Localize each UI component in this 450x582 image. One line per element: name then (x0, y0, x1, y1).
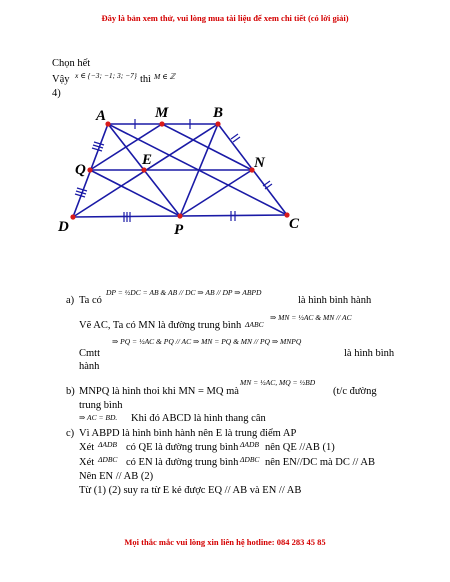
label-P: P (174, 222, 184, 238)
segment-NP (180, 170, 252, 216)
part-c-line-5: Từ (1) (2) suy ra từ E kẻ được EQ // AB và EN // AB (79, 485, 302, 496)
part-c-text-1b: nên QE //AB (1) (265, 442, 335, 453)
point-Q (87, 167, 92, 172)
part-a-cmtt: Cmtt (79, 348, 101, 359)
label-E: E (142, 152, 153, 168)
part-c-tri-adb-2: ΔADB (240, 440, 259, 449)
problem-number: 4) (52, 88, 61, 99)
point-B (215, 121, 220, 126)
geometry-figure (50, 100, 310, 240)
tick-AQ-3 (92, 148, 102, 151)
header-notice: Đây là bản xem thử, vui lòng mua tài liệu để xem chi tiết (có lời giải) (101, 13, 349, 23)
label-Q: Q (75, 162, 86, 178)
part-c-tri-dbc: ΔDBC (98, 455, 118, 464)
label-A: A (96, 108, 107, 124)
point-A (105, 121, 110, 126)
part-a-formula-2: ⇒ MN = ½AC & MN // AC (270, 313, 352, 322)
part-a-formula-3: ⇒ PQ = ½AC & PQ // AC ⇒ MN = PQ & MN // PQ ⇒ MNPQ (112, 337, 302, 346)
part-a-formula-1: DP = ½DC = AB & AB // DC ⇒ AB // DP ⇒ ABPD (106, 288, 262, 297)
label-B: B (213, 105, 224, 121)
part-c-line-1: Vì ABPD là hình bình hành nên E là trung điểm AP (79, 428, 297, 439)
intro-thi-label: thì (140, 74, 152, 85)
part-c-xet-2: Xét (79, 457, 95, 468)
intro-thi-formula: M ∈ ℤ (154, 72, 176, 81)
intro-vay-formula: x ∈ {−3; −1; 3; −7} (75, 71, 137, 80)
tick-QD-1 (77, 188, 87, 191)
label-C: C (289, 216, 300, 232)
point-D (70, 214, 75, 219)
label-D: D (58, 219, 69, 235)
part-b-text-3: Khi đó ABCD là hình thang cân (131, 413, 266, 424)
point-M (159, 121, 164, 126)
part-c-marker: c) (66, 428, 75, 439)
part-b-formula-1: MN = ½AC, MQ = ½BD (240, 378, 316, 387)
point-E (141, 167, 146, 172)
part-b-formula-2: ⇒ AC = BD. (79, 413, 118, 422)
part-c-tri-dbc-2: ΔDBC (240, 455, 260, 464)
part-a-marker: a) (66, 295, 75, 306)
point-P (177, 213, 182, 218)
part-b-marker: b) (66, 386, 75, 397)
label-N: N (254, 155, 265, 171)
part-a-hanh: hành (79, 361, 100, 372)
part-a-text-1: là hình bình hành (298, 295, 372, 306)
part-c-text-2a: có EN là đường trung bình (126, 457, 239, 468)
part-c-xet-1: Xét (79, 442, 95, 453)
part-c-text-2b: nên EN//DC mà DC // AB (265, 457, 375, 468)
part-b-trung-binh: trung bình (79, 400, 123, 411)
footer-notice: Mọi thắc mắc vui lòng xin liên hệ hotline: 084 283 45 85 (124, 537, 326, 547)
part-c-text-1a: có QE là đường trung bình (126, 442, 239, 453)
part-b-text-2: (t/c đường (333, 386, 377, 397)
part-a-tri-abc: ΔABC (245, 320, 264, 329)
part-a-line-2: Vẽ AC, Ta có MN là đường trung bình (79, 320, 242, 331)
tick-AQ-2 (93, 145, 103, 148)
intro-chon-het: Chọn hết (52, 58, 91, 69)
label-M: M (155, 105, 169, 121)
tick-BN-2 (233, 137, 240, 142)
part-c-tri-adb: ΔADB (98, 440, 117, 449)
part-c-line-4: Nên EN // AB (2) (79, 471, 154, 482)
tick-AQ-1 (94, 142, 104, 145)
intro-vay-label: Vậy (52, 74, 70, 85)
part-a-text-3: là hình bình (344, 348, 395, 359)
part-b-text-1: MNPQ là hình thoi khi MN = MQ mà (79, 386, 239, 397)
part-a-ta-co: Ta có (79, 295, 102, 306)
tick-BN-1 (231, 134, 238, 139)
